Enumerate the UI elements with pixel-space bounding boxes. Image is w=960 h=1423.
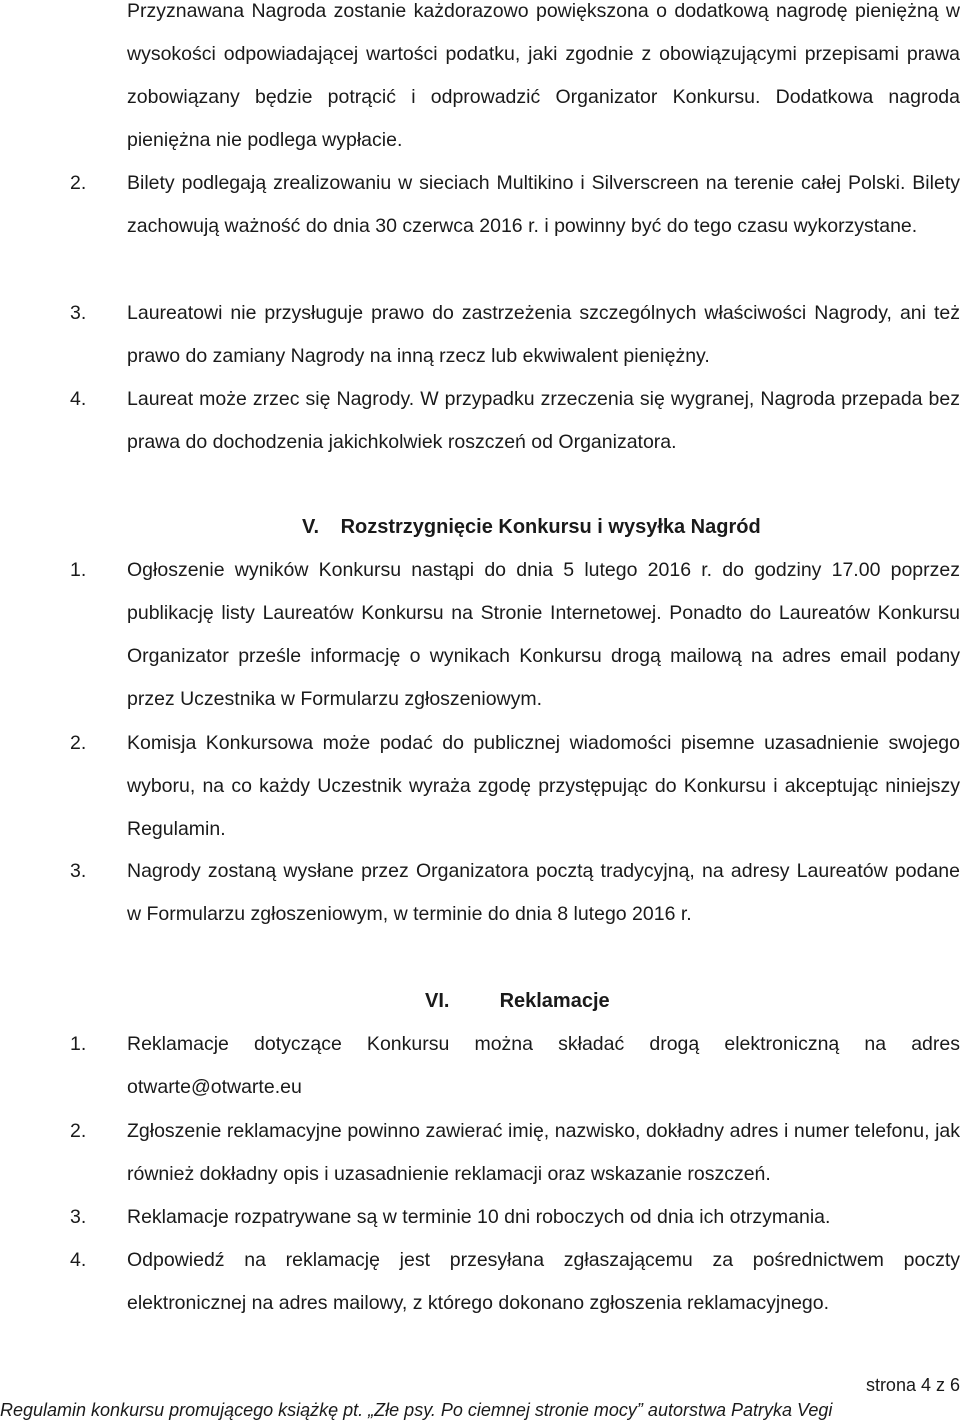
section-iv-item — [70, 378, 960, 464]
item-number: 4. — [70, 1249, 87, 1271]
item-number: 2. — [70, 172, 87, 194]
intro-paragraph: Przyznawana Nagroda zostanie każdorazowo powiększona o dodatkową nagrodę pieniężną w wysokości odpowiadającej wartości podatku, jaki zgodnie z obowiązującymi przepisami prawa zobowiązany będzie potrącić i odprowadzić Organizator Konkursu. Dodatkowa nagroda pieniężna nie podlega wypłacie. — [127, 0, 960, 151]
item-text: Laureat może zrzec się Nagrody. W przypadku zrzeczenia się wygranej, Nagroda przepada bez prawa do dochodzenia jakichkolwiek roszczeń od Organizatora. — [127, 388, 960, 453]
section-v-item — [70, 722, 960, 851]
item-text: Reklamacje rozpatrywane są w terminie 10 dni roboczych od dnia ich otrzymania. — [127, 1206, 831, 1228]
section-v-item — [70, 850, 960, 936]
section-vi-item — [70, 1239, 960, 1325]
item-number: 1. — [70, 1033, 87, 1055]
section-vi-item — [70, 1110, 960, 1196]
page-number: strona 4 z 6 — [865, 1375, 960, 1395]
item-text: Zgłoszenie reklamacyjne powinno zawierać imię, nazwisko, dokładny adres i numer telefonu, jak również dokładny opis i uzasadnienie reklamacji oraz wskazanie roszczeń. — [127, 1120, 960, 1185]
item-text: Bilety podlegają zrealizowaniu w sieciach Multikino i Silverscreen na terenie całej Polski. Bilety zachowują ważność do dnia 30 czerwca 2016 r. i powinny być do tego czasu wykorzystane. — [127, 172, 960, 237]
section-title: Rozstrzygnięcie Konkursu i wysyłka Nagród — [340, 516, 761, 538]
section-vi-item — [70, 1023, 960, 1109]
section-number: V. — [302, 516, 320, 538]
item-number: 1. — [70, 559, 87, 581]
section-iv-item — [70, 162, 960, 248]
item-number: 4. — [70, 388, 87, 410]
item-number: 3. — [70, 1206, 87, 1228]
item-text: Reklamacje dotyczące Konkursu można składać drogą elektroniczną na adres otwarte@otwarte.eu — [127, 1033, 960, 1098]
section-vi-heading — [425, 986, 610, 1016]
item-number: 2. — [70, 732, 87, 754]
item-text: Nagrody zostaną wysłane przez Organizatora pocztą tradycyjną, na adresy Laureatów podane w Formularzu zgłoszeniowym, w terminie do dnia 8 lutego 2016 r. — [127, 860, 960, 925]
item-number: 3. — [70, 302, 87, 324]
item-number: 2. — [70, 1120, 87, 1142]
section-title: Reklamacje — [499, 990, 610, 1012]
section-v-item — [70, 549, 960, 721]
item-text: Laureatowi nie przysługuje prawo do zastrzeżenia szczególnych właściwości Nagrody, ani też prawo do zamiany Nagrody na inną rzecz lub ekwiwalent pieniężny. — [127, 302, 960, 367]
section-v-heading — [302, 512, 761, 542]
section-vi-item — [70, 1196, 960, 1239]
item-text: Ogłoszenie wyników Konkursu nastąpi do dnia 5 lutego 2016 r. do godziny 17.00 poprzez publikację listy Laureatów Konkursu na Stronie Internetowej. Ponadto do Laureatów Konkursu Organizator prześle informację o wynikach Konkursu drogą mailową na adres email podany przez Uczestnika w Formularzu zgłoszeniowym. — [127, 559, 960, 710]
footer-document-title: Regulamin konkursu promującego książkę pt. „Złe psy. Po ciemnej stronie mocy” autorstwa Patryka Vegi — [0, 1400, 833, 1420]
item-text: Odpowiedź na reklamację jest przesyłana zgłaszającemu za pośrednictwem poczty elektronicznej na adres mailowy, z którego dokonano zgłoszenia reklamacyjnego. — [127, 1249, 960, 1314]
section-iv-item — [70, 292, 960, 378]
item-number: 3. — [70, 860, 87, 882]
item-text: Komisja Konkursowa może podać do publicznej wiadomości pisemne uzasadnienie swojego wyboru, na co każdy Uczestnik wyraża zgodę przystępując do Konkursu i akceptując niniejszy Regulamin. — [127, 732, 960, 840]
section-number: VI. — [425, 990, 450, 1012]
